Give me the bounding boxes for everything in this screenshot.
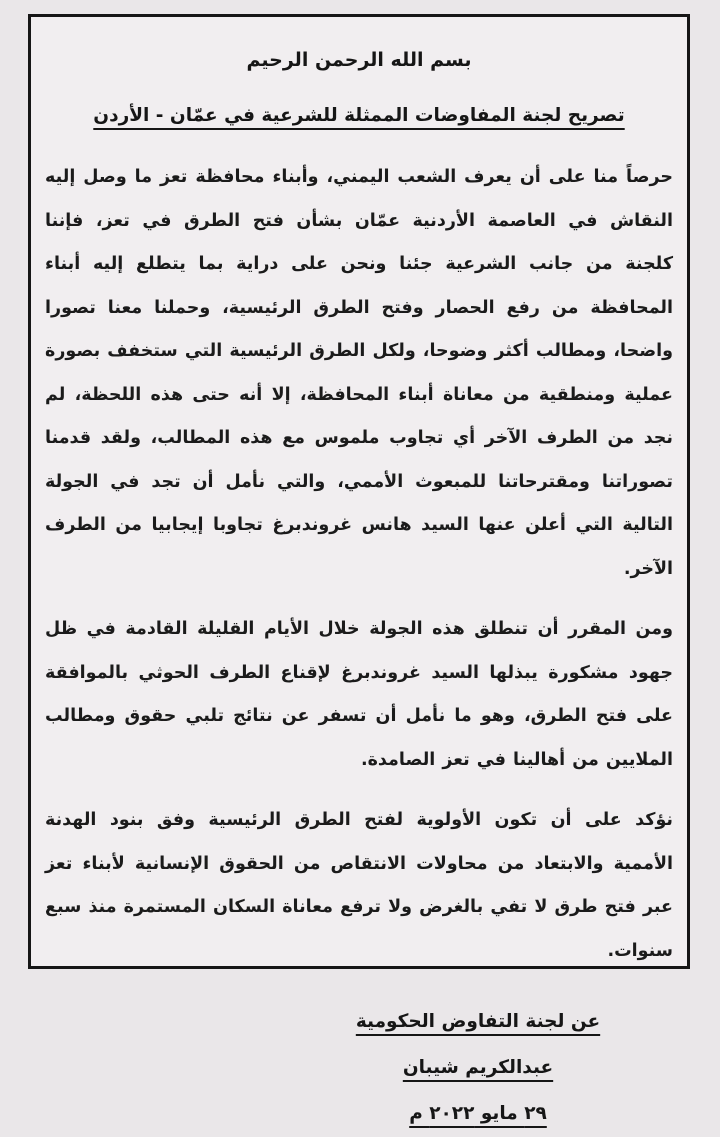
- document-frame: [28, 14, 690, 1124]
- basmala-heading: بسم الله الرحمن الرحيم: [246, 49, 472, 71]
- signature-name: عبدالكريم شيبان: [402, 1057, 554, 1078]
- paragraph-2: ومن المقرر أن تنطلق هذه الجولة خلال الأيام القليلة القادمة في ظل جهود مشكورة يبذلها السيد غروندبرغ لإقناع الطرف الحوثي بالموافقة على فتح الطرق، وهو ما نأمل أن تسفر عن نتائج تلبي حقوق ومطالب الملايين من أهالينا في تعز الصامدة.: [45, 619, 673, 770]
- signature-committee: عن لجنة التفاوض الحكومية: [355, 1011, 601, 1032]
- document-title: [45, 105, 673, 126]
- document-title-text: تصريح لجنة المفاوضات الممثلة للشرعية في عمّان - الأردن: [93, 105, 625, 126]
- document-body: [45, 156, 673, 973]
- paragraph-1: حرصاً منا على أن يعرف الشعب اليمني، وأبناء محافظة تعز ما وصل إليه النقاش في العاصمة الأردنية عمّان بشأن فتح الطرق في تعز، فإننا كلجنة من جانب الشرعية جئنا ونحن على دراية بما يتطلع إليه أبناء المحافظة من رفع الحصار وفتح الطرق الرئيسية، وحملنا معنا تصورا واضحا، ومطالب أكثر وضوحا، ولكل الطرق الرئيسية التي ستخفف بصورة عملية ومنطقية من معاناة أبناء المحافظة، إلا أنه حتى هذه اللحظة، لم نجد من الطرف الآخر أي تجاوب ملموس مع هذه المطالب، ولقد قدمنا تصوراتنا ومقترحاتنا للمبعوث الأممي، والتي نأمل أن تجد في الجولة التالية التي أعلن عنها السيد هانس غروندبرغ تجاوبا إيجابيا من الطرف الآخر.: [45, 167, 673, 579]
- signature-date: ٢٩ مايو ٢٠٢٢ م: [409, 1103, 547, 1124]
- paragraph-3: نؤكد على أن تكون الأولوية لفتح الطرق الرئيسية وفق بنود الهدنة الأممية والابتعاد من محاولات الانتقاص من الحقوق الإنسانية لأبناء تعز عبر فتح طرق لا تفي بالغرض ولا ترفع معاناة السكان المستمرة منذ سبع سنوات.: [45, 810, 673, 961]
- signature-block: [313, 999, 643, 1137]
